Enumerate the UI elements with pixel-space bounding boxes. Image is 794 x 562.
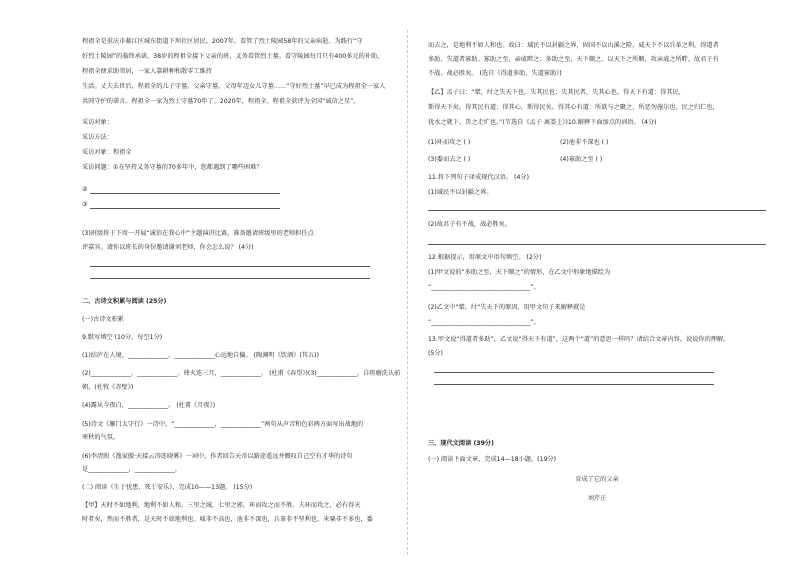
passage-text: 犹水之就下、兽之走圹也。”(节选自《孟子 离娄上》)10.解释下面加点的词语。 (4分): [428, 119, 657, 126]
passage-text: 时者矣，然而不胜者，是天时不如地利也。城非不高也，池非不深也，兵革非不坚利也，米粟非不多也，委: [82, 516, 373, 523]
question-item: (2)_____________，_____________。烽火连三月，_____________。 (杜甫《春望》)(3)_____________，自将磨洗认前: [82, 370, 401, 377]
question-heading: 9.默写填空 (10分，每空1分): [82, 334, 163, 341]
text-line: 评嘉宾。请你以班长的身份邀请谢刘老师，你会怎么说？ (4分): [82, 244, 254, 251]
question-item: (1)结庐在人境，_____________，_____________心远地自偏。 (陶渊明《饮酒》(其五)): [82, 352, 319, 359]
answer-blank[interactable]: [428, 244, 766, 245]
section-heading: 三、现代文阅读 (39分): [428, 440, 494, 447]
answer-blank[interactable]: [434, 384, 714, 385]
passage-text: 而去之，是地利不如人和也。故曰：域民不以封疆之界，固国不以山溪之险，威天下不以兵革之利。得道者: [428, 42, 719, 49]
article-title: 育成了它的父亲: [575, 476, 619, 483]
interview-label: 采访方法：: [82, 134, 113, 141]
answer-blank[interactable]: [90, 193, 280, 194]
question-heading: 11.将下列句子译成现代汉语。 (4分): [428, 174, 530, 181]
word-item: (4)寡助之至 ( ): [560, 156, 603, 163]
word-item: (3)委而去之 ( ): [428, 156, 471, 163]
question-item: 寒秋的气氛。: [82, 434, 120, 441]
question-item: (5)诗文《雁门太守行》一诗中，“_____________，_____________”两句从声音和色彩两方面写出战地的: [82, 421, 364, 428]
translate-item: (2)故君子有不战，战必胜矣。: [428, 221, 512, 228]
article-author: 刘芹正: [587, 495, 607, 502]
question-item: 朝。(杜牧《赤壁》): [82, 384, 134, 391]
question-item: (1)甲文说的“多助之至，天下顺之”的情形，在乙文中形象地描绘为: [428, 269, 611, 276]
text-line: 生活。丈夫去世后，程祖全的儿子守墓，父亲守墓，父母年迈女儿守墓……“守好烈士墓”早已成为程祖全一家人: [82, 83, 386, 90]
passage-text: 不战，战必胜矣。 (选自《得道多助，失道寡助》): [428, 70, 562, 77]
subsection-heading: (二) 阅读《生于忧患，死于安乐》，完成10——13题。 (15分): [82, 484, 253, 491]
passage-text: 【乙】孟子曰：“桀、纣之失天下也，失其民也；失其民者，失其心也。得天下有道：得其民，: [428, 89, 685, 96]
text-line: 好烈士陵园”的临终承诺，38岁的程祖全接下父亲的班，义务看管烈士墓。看守陵园每月只有400多元的补助，: [82, 53, 384, 60]
interview-target: 采访对象：程祖全: [82, 149, 132, 156]
text-line: 程祖全便求助邻居，一家人靠耕种和散零工维持: [82, 68, 212, 75]
question-item: (4)露从今夜白，_____________。 (杜甫《月夜》): [82, 402, 216, 409]
answer-blank[interactable]: [90, 208, 280, 209]
passage-text: 多助，失道者寡助。寡助之至，亲戚畔之；多助之至，天下顺之。以天下之所顺，攻亲戚之所畔，故君子有: [428, 56, 719, 63]
question-item: (2)乙文中“桀、纣“失天下的原因，用甲文句子来解释就是: [428, 304, 586, 311]
answer-blank[interactable]: [90, 278, 370, 279]
question-heading: 12.根据提示，用原文中语句填空。 (2分): [428, 254, 542, 261]
answer-blank[interactable]: [434, 372, 714, 373]
subsection-heading: (一)古诗文积累: [82, 316, 124, 323]
text-line: 程祖全是重庆市綦江区城东街道下坝社区居民。2007年，看管了烈士陵园58年的父亲病逝。为践行“守: [82, 38, 363, 45]
question-item: (6)李清照《渔家傲·天接云涛连晓雾》一词中，作者回告天帝以路途遥远并慨叹自己空有才华的诗句: [82, 453, 353, 460]
passage-text: 【甲】天时不如地利，地利不如人和。三里之城，七里之郭，环而攻之而不胜。夫环而攻之，必有得天: [82, 502, 361, 509]
text-line: (3)班级将于下周一开展“诚信在我心中”主题演讲比赛，准备邀请班级里的老师担任点: [82, 230, 314, 237]
passage-text: 斯得天下矣。得其民有道：得其心，斯得民矣。得其心有道：所欲与之聚之，所恶勿施尔也。民之归仁也，: [428, 104, 719, 111]
answer-blank[interactable]: [428, 210, 766, 211]
word-item: (1)环而攻之 ( ): [428, 139, 471, 146]
section-heading: 二、古诗文积累与阅读 (25分): [82, 298, 167, 305]
answer-blank[interactable]: [90, 266, 370, 267]
column-divider: [407, 30, 408, 555]
subsection-heading: (一) 阅读下面文章，完成14—18小题。(19分): [428, 456, 557, 463]
question-2-label: ②: [82, 186, 88, 193]
question-item: (5分): [428, 350, 443, 357]
question-item: “________________________________”。: [428, 319, 540, 326]
interview-label: 采访对象：: [82, 119, 113, 126]
question-3-label: ③: [82, 201, 88, 208]
question-item: 13.甲文说“得道者多助”，乙文说“得天下有道”，这两个“道”的意思一样吗？请结合文章内容，说说你的理解。: [428, 336, 730, 343]
interview-question: 采访问题：①在坚持义务守墓的70多年中，您都遇到了哪些困难？: [82, 164, 263, 171]
question-item: 是_____________，_____________。: [82, 466, 181, 473]
translate-item: (1)域民不以封疆之界。: [428, 189, 493, 196]
question-item: “________________________________”。: [428, 284, 540, 291]
word-item: (2)池非不深也 ( ): [560, 139, 609, 146]
text-line: 共同守护的诺言。程祖全一家为烈士守墓70年了。2020年，程祖全、程祖全获评为全国“诚信之星”。: [82, 98, 360, 105]
